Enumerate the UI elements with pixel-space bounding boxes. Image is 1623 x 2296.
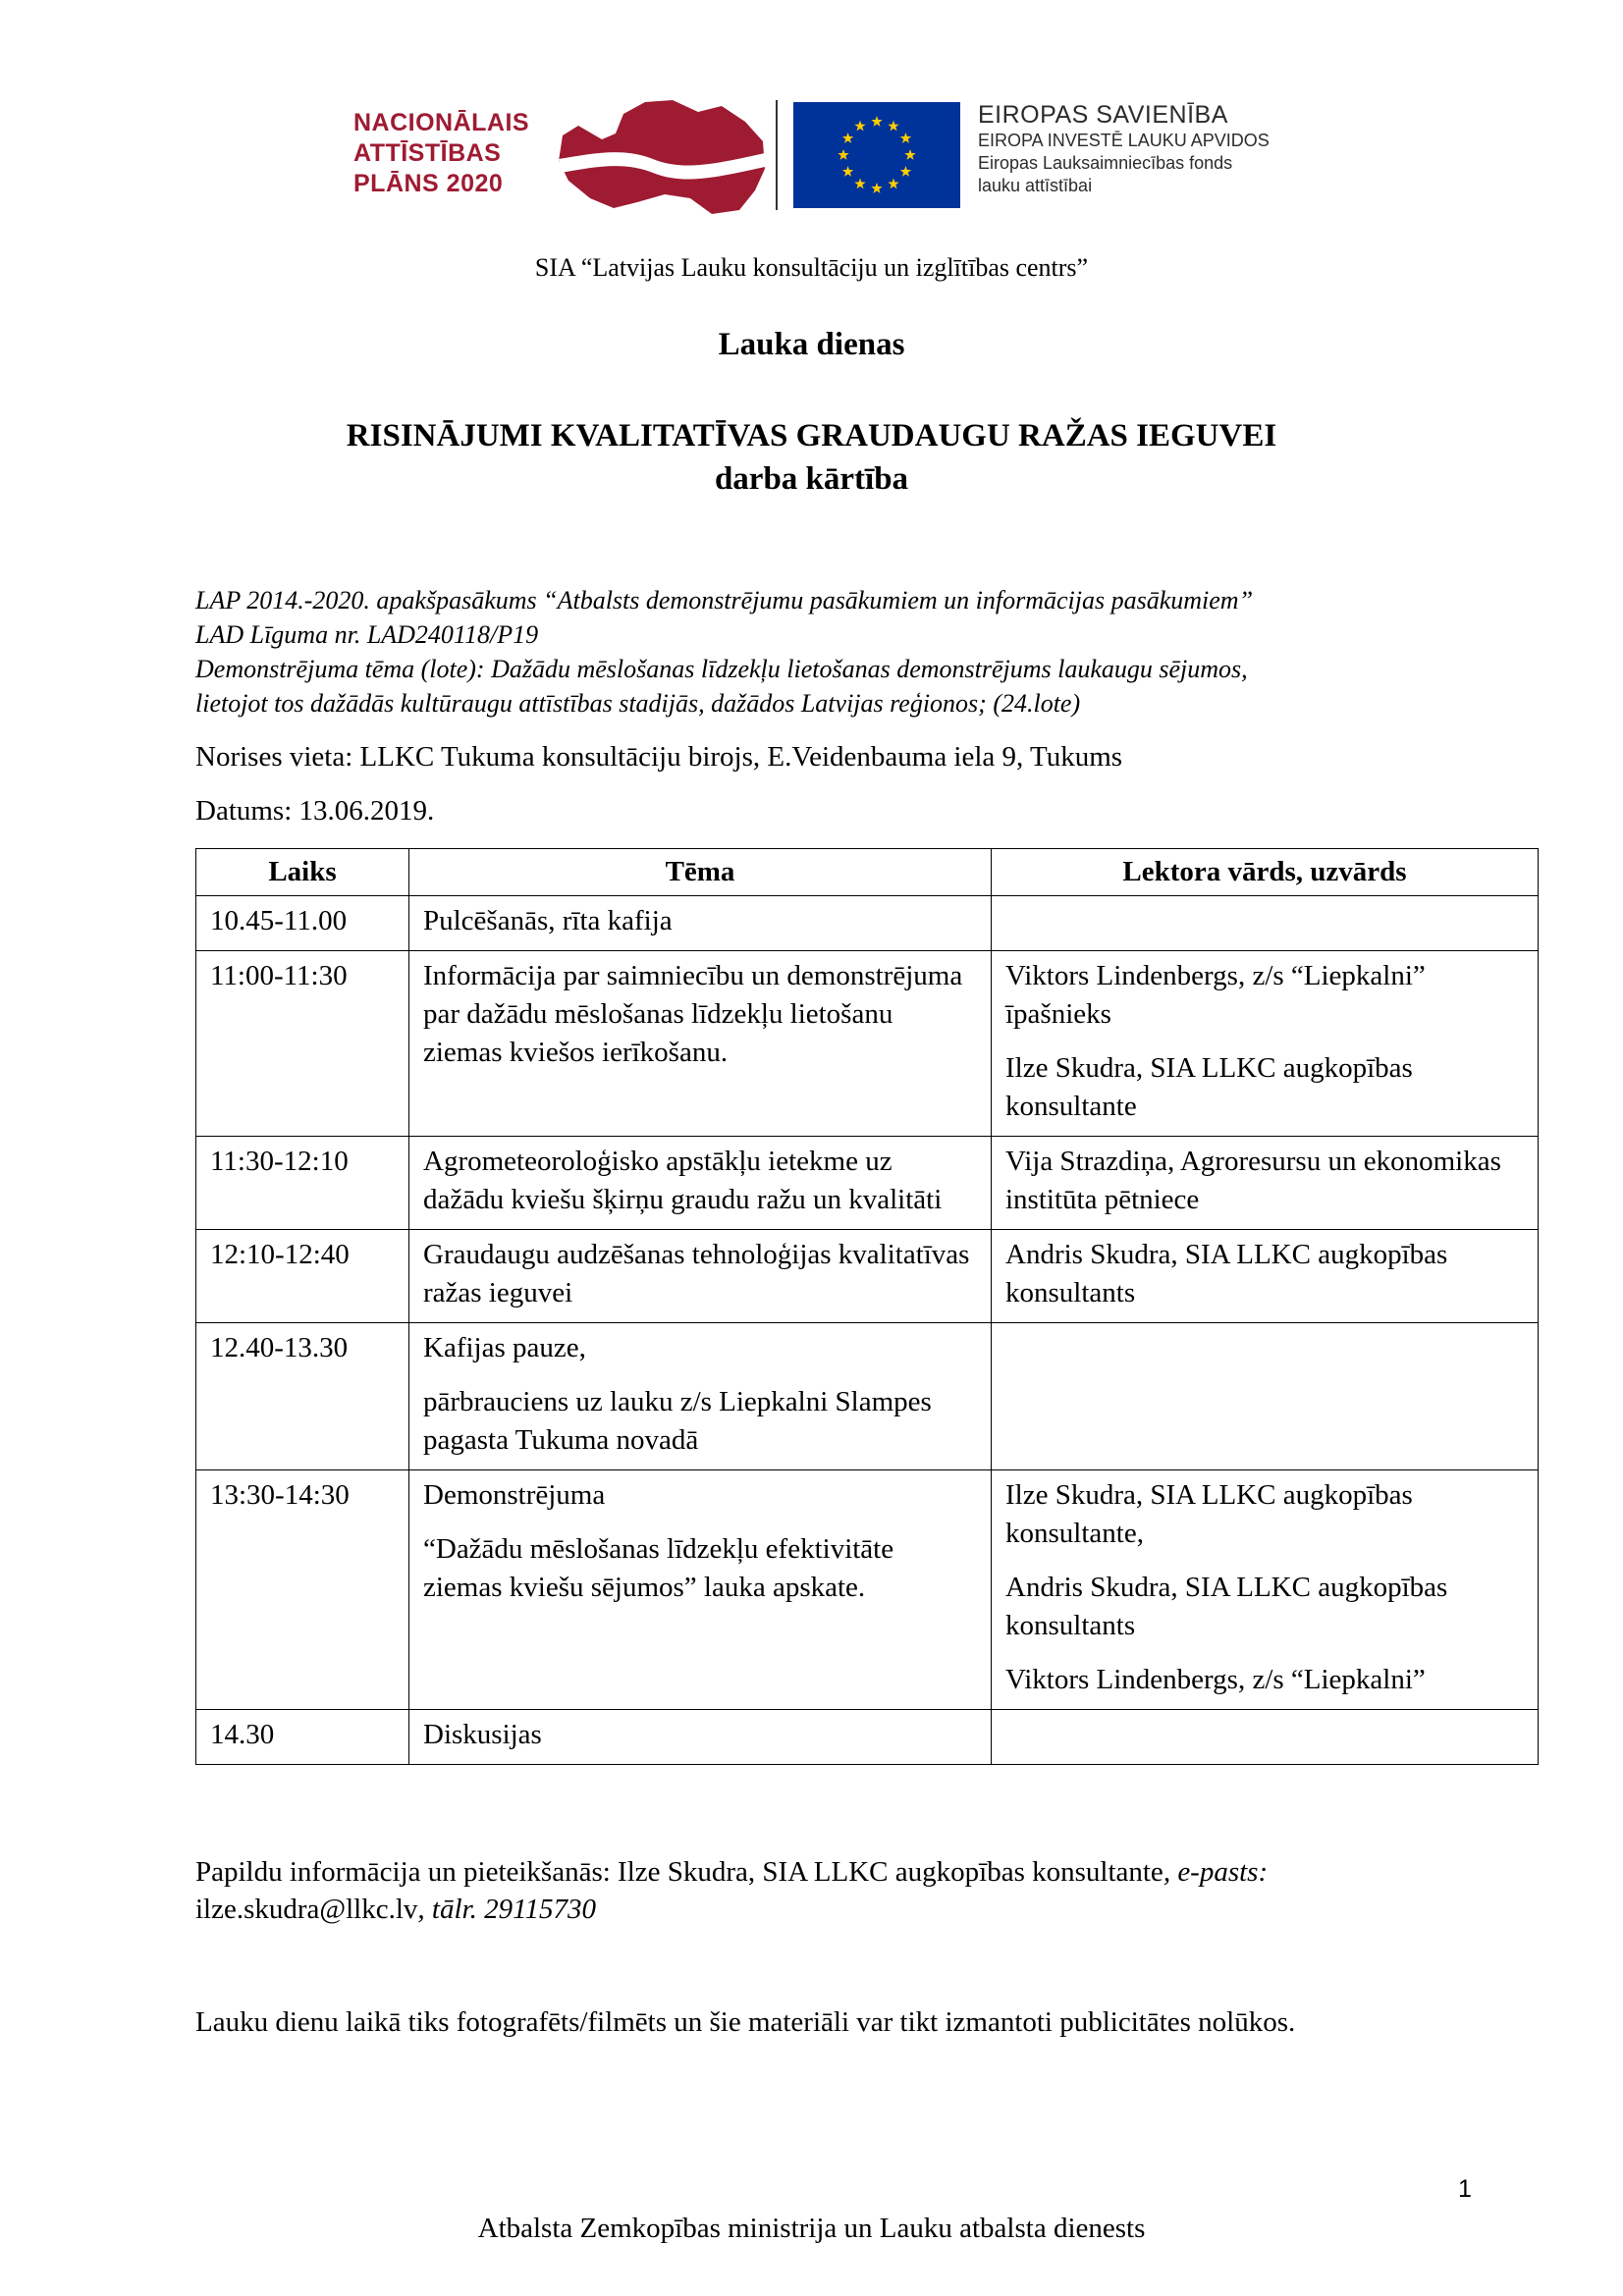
nap-logo-line-1: NACIONĀLAIS [353,109,530,136]
speaker-paragraph: Ilze Skudra, SIA LLKC augkopības konsultante [1005,1052,1413,1122]
header-speaker: Lektora vārds, uzvārds [992,849,1539,896]
table-row [196,951,1539,1137]
cell-time: 11:00-11:30 [196,951,409,1137]
speaker-paragraph: Viktors Lindenbergs, z/s “Liepkalni” īpašnieks [1005,960,1426,1030]
topic-paragraph: “Dažādu mēslošanas līdzekļu efektivitāte ziemas kviešu sējumos” lauka apskate. [423,1533,894,1603]
topic-paragraph: Agrometeoroloģisko apstākļu ietekme uz dažādu kviešu šķirņu graudu ražu un kvalitāti [423,1146,943,1215]
cell-speaker [992,1470,1539,1710]
table-header-row [196,849,1539,896]
page-footer: Atbalsta Zemkopības ministrija un Lauku atbalsta dienests [477,2213,1146,2244]
cell-speaker [992,1323,1539,1470]
eu-subline-3: lauku attīstībai [978,176,1093,195]
header-logos [353,96,1316,218]
cell-topic [409,896,992,951]
meta-line-3: Demonstrējuma tēma (lote): Dažādu mēslošanas līdzekļu lietošanas demonstrējums laukaugu sējumos, [195,655,1248,683]
speaker-paragraph: Andris Skudra, SIA LLKC augkopības konsultants [1005,1572,1448,1641]
contact-text: Papildu informācija un pieteikšanās: Ilze Skudra, SIA LLKC augkopības konsultante [195,1856,1163,1888]
table-row [196,1470,1539,1710]
table-row [196,1230,1539,1323]
table-row [196,1323,1539,1470]
nap-2020-logo-text [353,108,550,199]
eu-flag-icon [793,102,960,208]
meta-line-1: LAP 2014.-2020. apakšpasākums “Atbalsts demonstrējumu pasākumiem un informācijas pasākumiem” [195,586,1254,614]
cell-speaker [992,951,1539,1137]
topic-paragraph: Informācija par saimniecību un demonstrējuma par dažādu mēslošanas līdzekļu lietošanu ziemas kviešos ierīkošanu. [423,960,963,1068]
email-label: , e-pasts: [1163,1856,1269,1888]
table-row [196,1710,1539,1765]
meta-line-4: lietojot tos dažādās kultūraugu attīstības stadijās, dažādos Latvijas reģionos; (24.lote) [195,689,1081,718]
eu-title: EIROPAS SAVIENĪBA [978,101,1228,129]
event-type: Lauka dienas [718,327,905,362]
topic-paragraph: Demonstrējuma [423,1479,606,1511]
event-date: Datums: 13.06.2019. [195,795,435,827]
topic-paragraph: Graudaugu audzēšanas tehnoloģijas kvalitatīvas ražas ieguvei [423,1239,970,1308]
cell-time: 14.30 [196,1710,409,1765]
agenda-table [195,848,1539,1765]
page-number: 1 [1458,2175,1472,2203]
cell-topic [409,1710,992,1765]
speaker-paragraph: Andris Skudra, SIA LLKC augkopības konsultants [1005,1239,1448,1308]
nap-logo-line-3: PLĀNS 2020 [353,170,504,197]
nap-logo-line-2: ATTĪSTĪBAS [353,139,502,167]
cell-speaker [992,1710,1539,1765]
eu-logo-text [978,100,1270,197]
cell-topic [409,951,992,1137]
topic-paragraph: Diskusijas [423,1719,542,1750]
cell-time: 13:30-14:30 [196,1470,409,1710]
media-notice: Lauku dienu laikā tiks fotografēts/filmēts un šie materiāli var tikt izmantoti publicitātes nolūkos. [195,2006,1296,2038]
cell-time: 12.40-13.30 [196,1323,409,1470]
cell-topic [409,1230,992,1323]
cell-topic [409,1470,992,1710]
meta-line-2: LAD Līguma nr. LAD240118/P19 [195,620,539,649]
topic-paragraph: Pulcēšanās, rīta kafija [423,905,673,936]
contact-email: ilze.skudra@llkc.lv [195,1894,418,1925]
header-topic: Tēma [409,849,992,896]
logo-divider [776,100,778,210]
table-row [196,896,1539,951]
agenda-body [196,896,1539,1765]
title-line-1: RISINĀJUMI KVALITATĪVAS GRAUDAUGU RAŽAS IEGUVEI [346,418,1277,454]
eu-subline-2: Eiropas Lauksaimniecības fonds [978,153,1233,173]
speaker-paragraph: Ilze Skudra, SIA LLKC augkopības konsultante, [1005,1479,1413,1549]
speaker-paragraph: Viktors Lindenbergs, z/s “Liepkalni” [1005,1664,1426,1695]
organization-name: SIA “Latvijas Lauku konsultāciju un izglītības centrs” [534,253,1089,282]
cell-time: 10.45-11.00 [196,896,409,951]
cell-topic [409,1137,992,1230]
cell-speaker [992,896,1539,951]
table-row [196,1137,1539,1230]
cell-time: 12:10-12:40 [196,1230,409,1323]
project-meta [195,583,1541,721]
eu-subline-1: EIROPA INVESTĒ LAUKU APVIDOS [978,131,1270,150]
cell-speaker [992,1137,1539,1230]
contact-info [195,1853,1570,1928]
topic-paragraph: pārbrauciens uz lauku z/s Liepkalni Slampes pagasta Tukuma novadā [423,1386,932,1456]
contact-phone: , tālr. 29115730 [417,1894,596,1925]
header-time: Laiks [196,849,409,896]
latvia-map-logo-icon [555,96,771,218]
topic-paragraph: Kafijas pauze, [423,1332,586,1363]
cell-time: 11:30-12:10 [196,1137,409,1230]
cell-topic [409,1323,992,1470]
title-line-2: darba kārtība [714,461,909,497]
venue: Norises vieta: LLKC Tukuma konsultāciju birojs, E.Veidenbauma iela 9, Tukums [195,741,1123,773]
cell-speaker [992,1230,1539,1323]
speaker-paragraph: Vija Strazdiņa, Agroresursu un ekonomikas institūta pētniece [1005,1146,1501,1215]
document-title [0,414,1623,501]
